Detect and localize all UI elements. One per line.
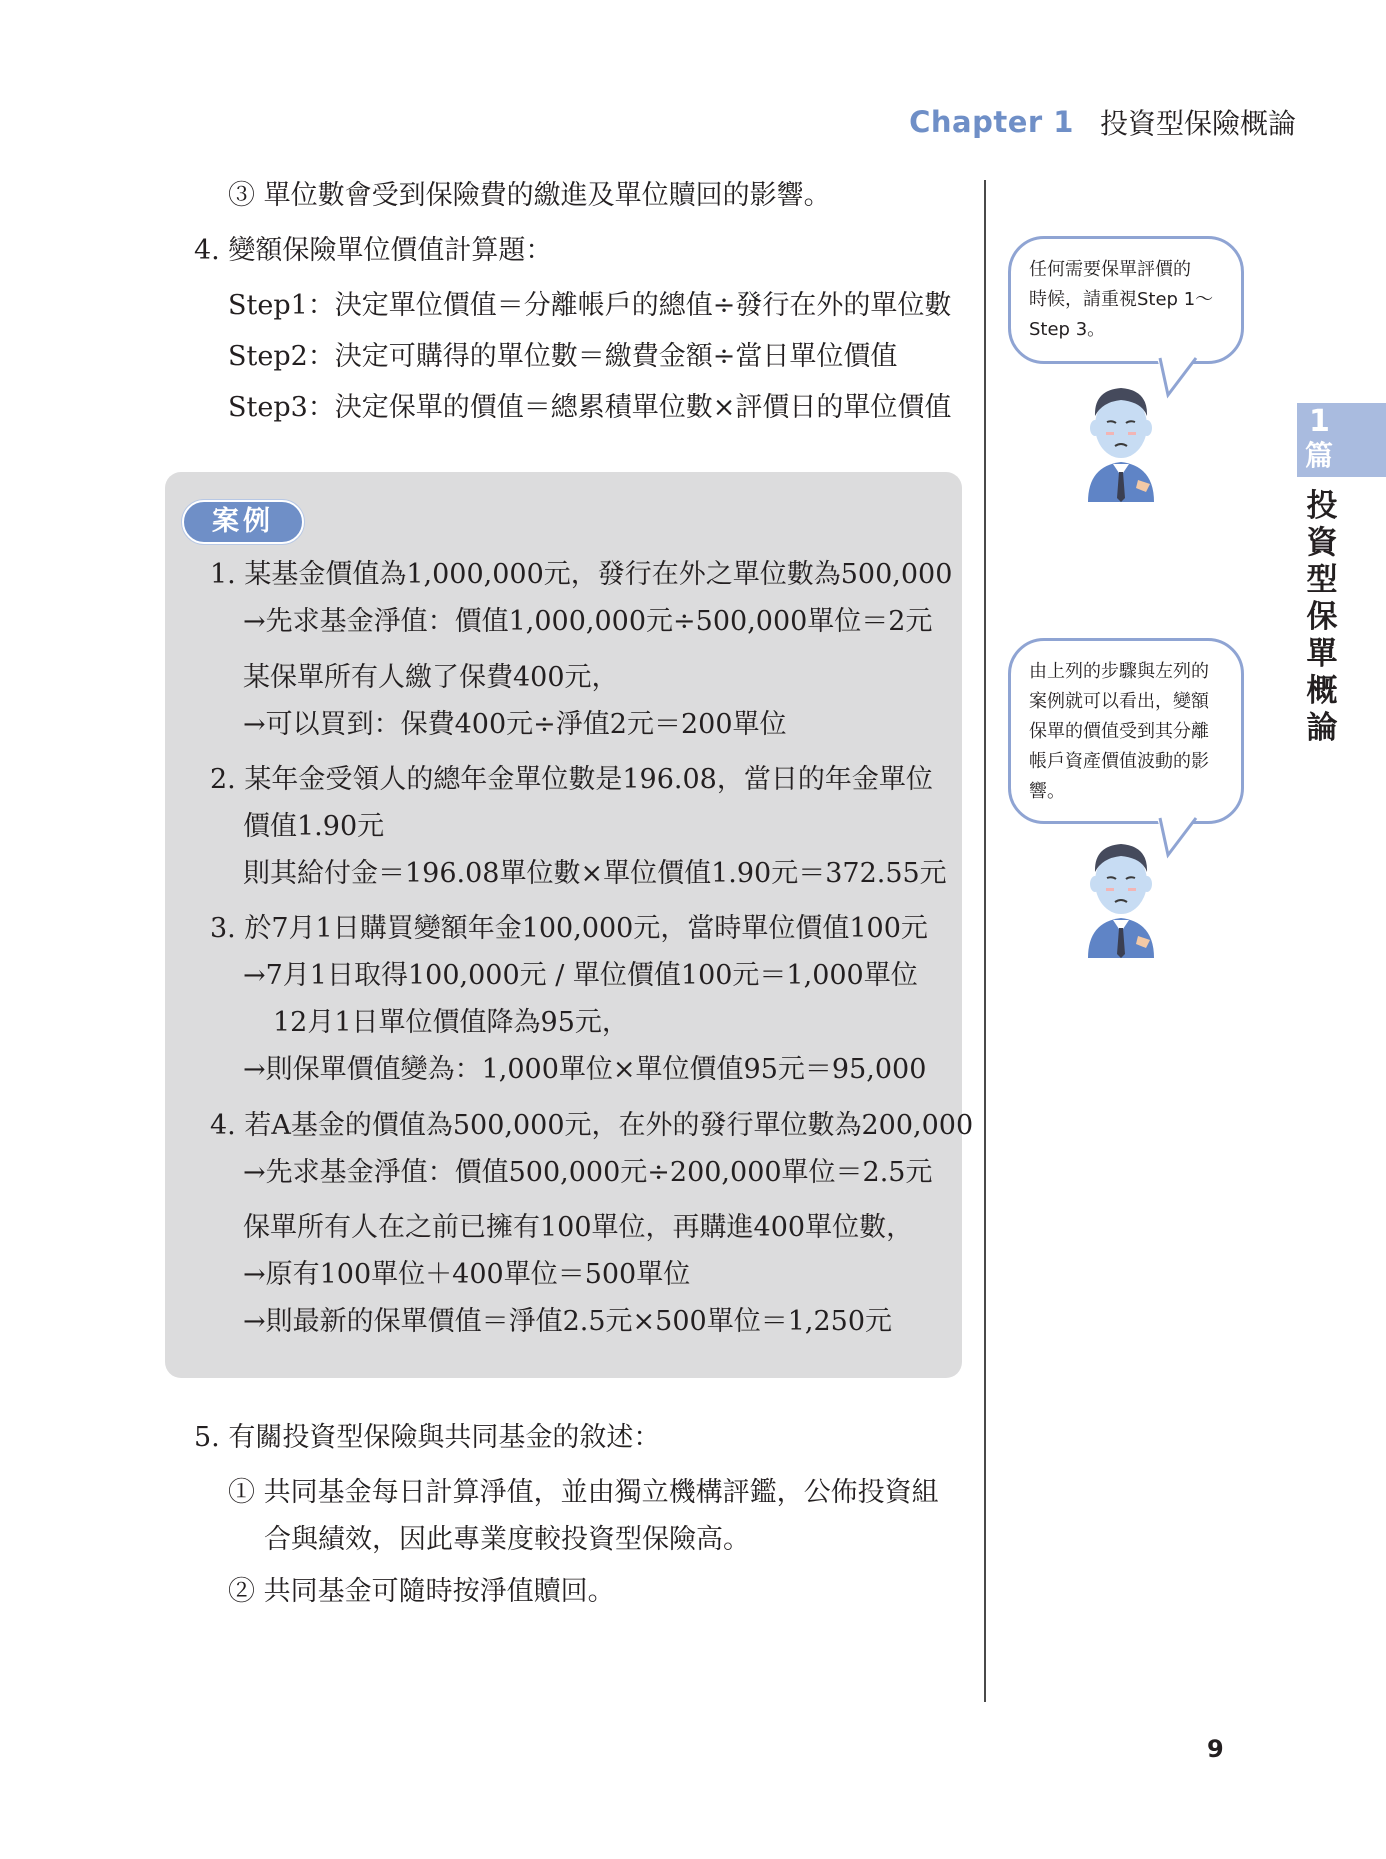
man-avatar-icon — [1080, 376, 1162, 502]
case-line: 1. 某基金價值為1,000,000元，發行在外之單位數為500,000 — [210, 559, 953, 590]
item5-point1-cont: 合與績效，因此專業度較投資型保險高。 — [264, 1524, 750, 1555]
case-line: 價值1.90元 — [243, 811, 385, 842]
case-line: →7月1日取得100,000元 / 單位價值100元＝1,000單位 — [243, 960, 918, 991]
case-line: 則其給付金＝196.08單位數×單位價值1.90元＝372.55元 — [243, 858, 947, 889]
case-line: 4. 若A基金的價值為500,000元，在外的發行單位數為200,000 — [210, 1110, 974, 1141]
bubble-line: 時候，請重視Step 1～ — [1029, 289, 1214, 310]
case-line: →可以買到：保費400元÷淨值2元＝200單位 — [243, 709, 787, 740]
vertical-part-title: 投資型保單概論 — [1306, 488, 1338, 746]
point3-text: ③ 單位數會受到保險費的繳進及單位贖回的影響。 — [228, 180, 831, 211]
speech-bubble — [1008, 638, 1244, 824]
bubble-line: 由上列的步驟與左列的 — [1029, 661, 1209, 682]
page-number: 9 — [1207, 1735, 1224, 1763]
bubble-line: 響。 — [1029, 781, 1065, 802]
part-tab — [1297, 403, 1386, 477]
chapter-label: Chapter 1 — [909, 105, 1074, 139]
case-line: →原有100單位＋400單位＝500單位 — [243, 1259, 691, 1290]
speech-bubble — [1008, 236, 1244, 364]
part-unit: 篇 — [1305, 439, 1334, 472]
bubble-line: 任何需要保單評價的 — [1029, 259, 1191, 280]
case-line: →先求基金淨值：價值1,000,000元÷500,000單位＝2元 — [243, 606, 933, 637]
chapter-title: 投資型保險概論 — [1099, 107, 1296, 140]
step1-text: Step1：決定單位價值＝分離帳戶的總值÷發行在外的單位數 — [228, 290, 952, 321]
case-line: 保單所有人在之前已擁有100單位，再購進400單位數， — [243, 1212, 914, 1243]
case-line: 某保單所有人繳了保費400元， — [243, 662, 619, 693]
case-badge: 案例 — [182, 500, 304, 544]
case-line: →先求基金淨值：價值500,000元÷200,000單位＝2.5元 — [243, 1157, 933, 1188]
case-line: →則最新的保單價值＝淨值2.5元×500單位＝1,250元 — [243, 1306, 893, 1337]
step2-text: Step2：決定可購得的單位數＝繳費金額÷當日單位價值 — [228, 341, 898, 372]
item5-point2: ② 共同基金可隨時按淨值贖回。 — [228, 1576, 615, 1607]
case-line: 3. 於7月1日購買變額年金100,000元，當時單位價值100元 — [210, 913, 928, 944]
item5-point1: ① 共同基金每日計算淨值，並由獨立機構評鑑，公佈投資組 — [228, 1477, 939, 1508]
running-header — [909, 100, 1296, 144]
bubble-line: 帳戶資產價值波動的影 — [1029, 751, 1209, 772]
case-line: →則保單價值變為：1,000單位×單位價值95元＝95,000 — [243, 1054, 927, 1085]
bubble-line: 案例就可以看出，變額 — [1029, 691, 1209, 712]
case-line: 2. 某年金受領人的總年金單位數是196.08，當日的年金單位 — [210, 764, 933, 795]
part-number: 1 — [1309, 404, 1330, 439]
item5-title: 5. 有關投資型保險與共同基金的敘述： — [194, 1422, 661, 1453]
man-avatar-icon — [1080, 832, 1162, 958]
step3-text: Step3：決定保單的價值＝總累積單位數×評價日的單位價值 — [228, 392, 952, 423]
item4-title: 4. 變額保險單位價值計算題： — [194, 235, 553, 266]
bubble-line: Step 3。 — [1029, 319, 1106, 340]
case-line: 12月1日單位價值降為95元， — [273, 1007, 629, 1038]
bubble-line: 保單的價值受到其分離 — [1029, 721, 1209, 742]
column-divider — [984, 180, 986, 1702]
